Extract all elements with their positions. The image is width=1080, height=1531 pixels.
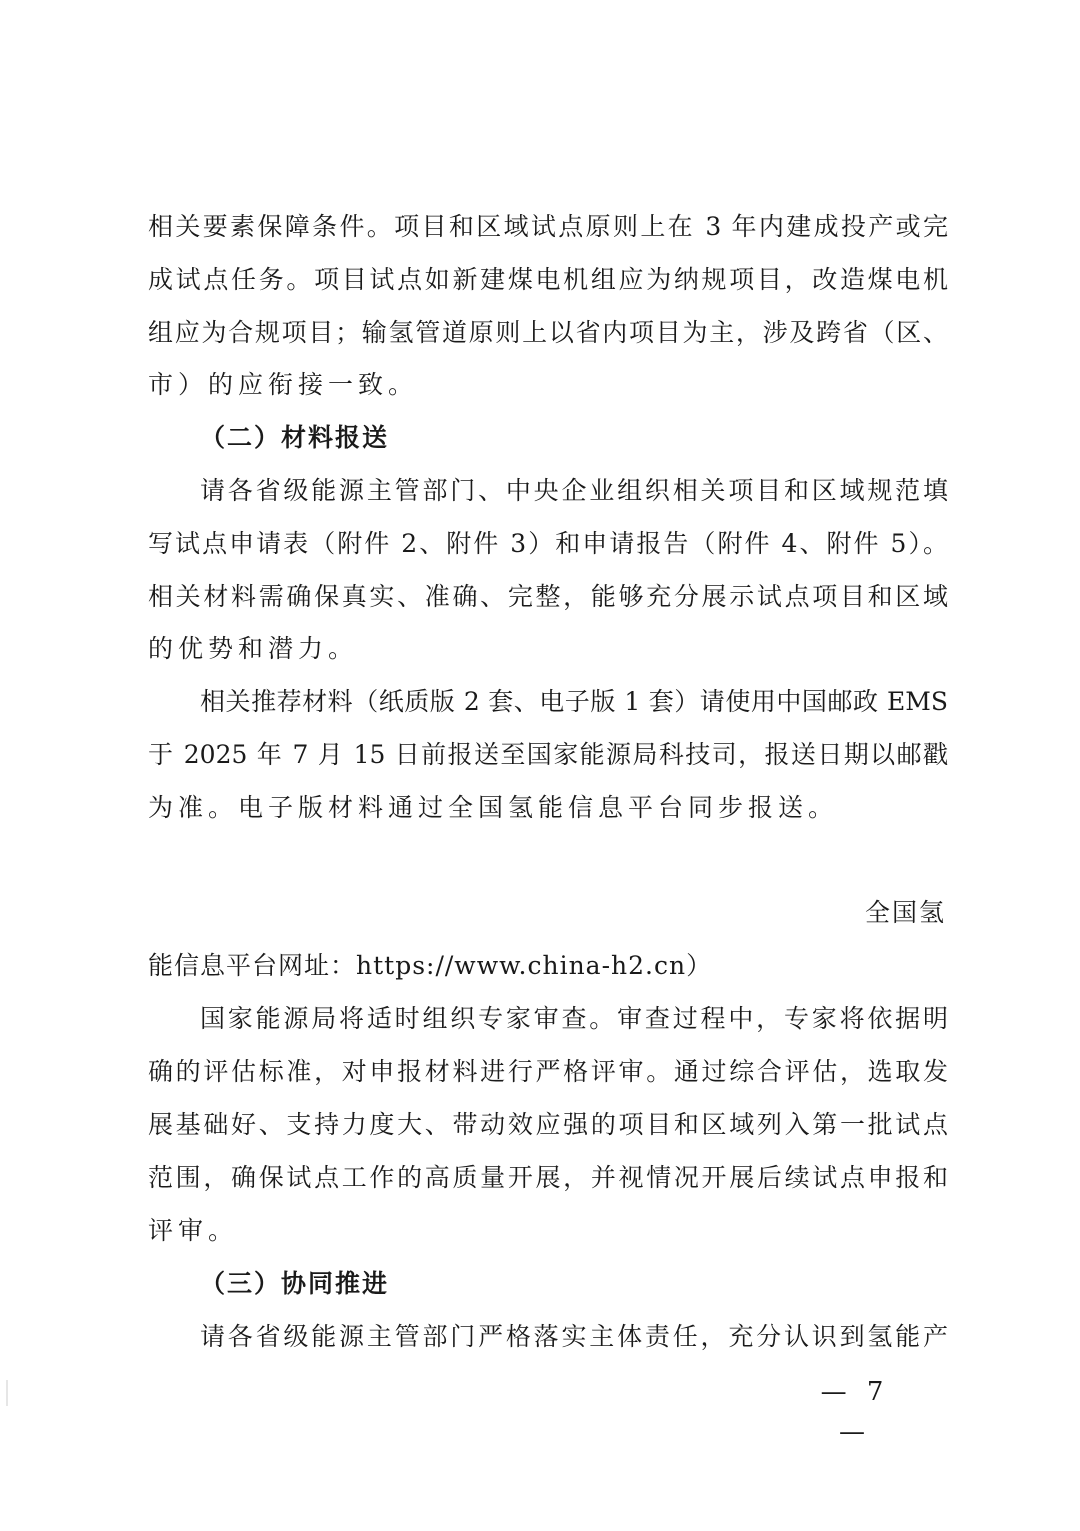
body-text-line: 请各省级能源主管部门严格落实主体责任，充分认识到氢能产 — [200, 1322, 948, 1351]
body-text-line: 请各省级能源主管部门、中央企业组织相关项目和区域规范填 — [200, 476, 948, 505]
body-text-line: 市）的应衔接一致。 — [148, 370, 419, 399]
body-text-line: 组应为合规项目；输氢管道原则上以省内项目为主，涉及跨省（区、 — [148, 318, 948, 347]
platform-url-line: 能信息平台网址：https://www.china-h2.cn） — [148, 951, 713, 980]
body-text-line: 成试点任务。项目试点如新建煤电机组应为纳规项目，改造煤电机 — [148, 265, 948, 294]
section-heading-materials: （二）材料报送 — [200, 423, 390, 452]
body-text-line: 展基础好、支持力度大、带动效应强的项目和区域列入第一批试点 — [148, 1110, 948, 1139]
body-text-line: 写试点申请表（附件 2、附件 3）和申请报告（附件 4、附件 5）。 — [148, 529, 948, 558]
body-text-line: 国家能源局将适时组织专家审查。审查过程中，专家将依据明 — [200, 1004, 948, 1033]
body-text-line: 相关推荐材料（纸质版 2 套、电子版 1 套）请使用中国邮政 EMS — [200, 687, 948, 716]
scan-edge-mark — [6, 1380, 8, 1406]
body-text-line: 的优势和潜力。 — [148, 634, 359, 663]
body-text-line: 为准。电子版材料通过全国氢能信息平台同步报送。 — [148, 793, 839, 822]
body-text-line: 全国氢 — [864, 898, 946, 927]
body-text-line: 相关材料需确保真实、准确、完整，能够充分展示试点项目和区域 — [148, 582, 948, 611]
body-text-line: 相关要素保障条件。项目和区域试点原则上在 3 年内建成投产或完 — [148, 212, 948, 241]
section-heading-coordination: （三）协同推进 — [200, 1269, 390, 1298]
page-number: — 7 — — [820, 1377, 890, 1447]
body-text-line: 确的评估标准，对申报材料进行严格评审。通过综合评估，选取发 — [148, 1057, 948, 1086]
body-text-line: 范围，确保试点工作的高质量开展，并视情况开展后续试点申报和 — [148, 1163, 948, 1192]
body-text-line: 评审。 — [148, 1216, 239, 1245]
body-text-line: 于 2025 年 7 月 15 日前报送至国家能源局科技司，报送日期以邮戳 — [148, 740, 948, 769]
